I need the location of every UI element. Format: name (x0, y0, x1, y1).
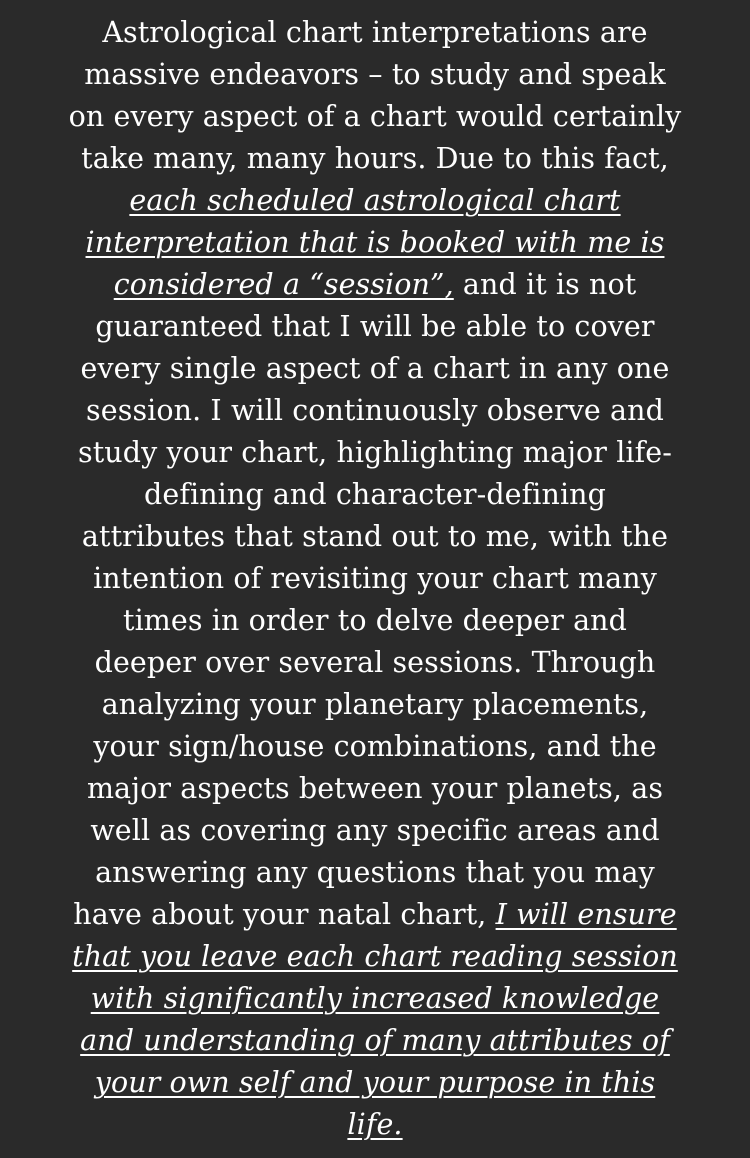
text-line (0, 390, 750, 432)
text-run: study your chart, highlighting major life- (78, 436, 672, 469)
body-paragraph (0, 12, 750, 1146)
emphasized-text: each scheduled astrological chart (129, 184, 621, 217)
text-line (0, 852, 750, 894)
text-run: and it is not (453, 268, 637, 301)
text-run: times in order to delve deeper and (123, 604, 627, 637)
text-line (0, 684, 750, 726)
text-line (0, 96, 750, 138)
emphasized-text: with significantly increased knowledge (90, 982, 660, 1015)
text-run: answering any questions that you may (95, 856, 655, 889)
text-line (0, 222, 750, 264)
text-line (0, 180, 750, 222)
text-run: defining and character-defining (144, 478, 606, 511)
text-line (0, 1062, 750, 1104)
text-line (0, 264, 750, 306)
text-line (0, 516, 750, 558)
text-run: Astrological chart interpretations are (102, 16, 648, 49)
text-run: guaranteed that I will be able to cover (95, 310, 655, 343)
emphasized-text: life. (347, 1108, 403, 1141)
text-run: deeper over several sessions. Through (94, 646, 656, 679)
text-line (0, 978, 750, 1020)
text-run: analyzing your planetary placements, (101, 688, 649, 721)
text-line (0, 306, 750, 348)
text-line (0, 1020, 750, 1062)
text-line (0, 894, 750, 936)
emphasized-text: considered a “session”, (113, 268, 454, 301)
text-line (0, 474, 750, 516)
emphasized-text: I will ensure (495, 898, 677, 931)
text-run: your sign/house combinations, and the (93, 730, 657, 763)
text-line (0, 12, 750, 54)
text-run: attributes that stand out to me, with the (81, 520, 669, 553)
text-line (0, 558, 750, 600)
text-run: major aspects between your planets, as (86, 772, 664, 805)
text-line (0, 768, 750, 810)
text-run: well as covering any specific areas and (90, 814, 660, 847)
text-line (0, 642, 750, 684)
text-run: on every aspect of a chart would certainly (68, 100, 682, 133)
emphasized-text: that you leave each chart reading session (72, 940, 678, 973)
text-line (0, 600, 750, 642)
text-line (0, 810, 750, 852)
text-line (0, 936, 750, 978)
text-run: session. I will continuously observe and (86, 394, 664, 427)
text-run: every single aspect of a chart in any one (80, 352, 670, 385)
text-run: intention of revisiting your chart many (93, 562, 657, 595)
emphasized-text: interpretation that is booked with me is (85, 226, 665, 259)
text-run: massive endeavors – to study and speak (84, 58, 666, 91)
text-line (0, 348, 750, 390)
emphasized-text: and understanding of many attributes of (80, 1024, 670, 1057)
text-line (0, 138, 750, 180)
text-run: take many, many hours. Due to this fact, (81, 142, 669, 175)
text-line (0, 432, 750, 474)
text-line (0, 54, 750, 96)
emphasized-text: your own self and your purpose in this (94, 1066, 656, 1099)
text-line (0, 1104, 750, 1146)
text-line (0, 726, 750, 768)
text-run: have about your natal chart, (73, 898, 496, 931)
